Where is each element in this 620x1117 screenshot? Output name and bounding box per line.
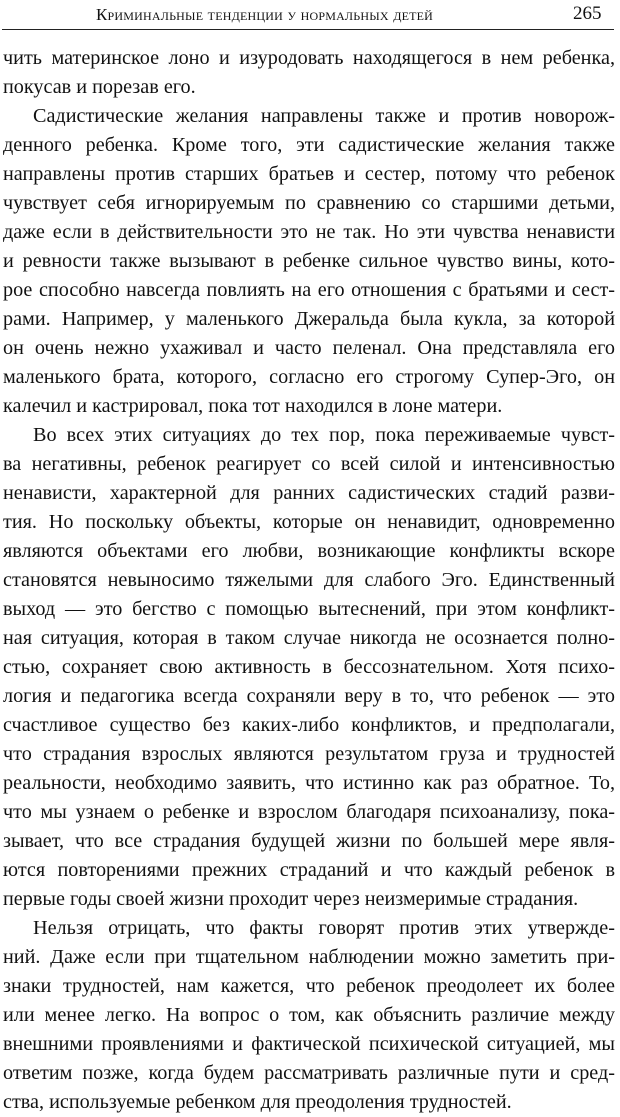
text-line: что мы узнаем о ребенке и взрослом благодаря психоанализу, пока-: [3, 801, 615, 823]
text-line: рое способно навсегда повлиять на его отношения с братьями и сест-: [3, 279, 615, 301]
text-line: являются объектами его любви, возникающие конфликты вскоре: [3, 540, 615, 562]
text-line: тия. Но поскольку объекты, которые он ненавидит, одновременно: [3, 511, 615, 533]
text-line: маленького брата, которого, согласно его строгому Супер-Эго, он: [3, 366, 615, 388]
running-header: [0, 0, 620, 30]
text-line: чувствует себя игнорируемым по сравнению со старшими детьми,: [3, 192, 615, 214]
text-line: ненависти, характерной для ранних садистических стадий разви-: [3, 482, 615, 504]
text-line: ства, используемые ребенком для преодоления трудностей.: [3, 1091, 512, 1113]
text-line: счастливое существо без каких-либо конфликтов, и предполагали,: [3, 714, 615, 736]
text-line: выход — это бегство с помощью вытеснений, при этом конфликт-: [3, 598, 615, 620]
text-line: Во всех этих ситуациях до тех пор, пока переживаемые чувст-: [33, 424, 615, 446]
text-line: ются повторениями прежних страданий и что каждый ребенок в: [3, 859, 615, 881]
text-line: он очень нежно ухаживал и часто пеленал. Она представляла его: [3, 337, 615, 359]
text-line: Нельзя отрицать, что факты говорят против этих утвержде-: [33, 917, 615, 939]
header-rule: [2, 29, 614, 30]
text-line: ная ситуация, которая в таком случае никогда не осознается полно-: [3, 627, 615, 649]
text-line: логия и педагогика всегда сохраняли веру в то, что ребенок — это: [3, 685, 615, 707]
text-line: ний. Даже если при тщательном наблюдении можно заметить при-: [3, 946, 615, 968]
text-line: знаки трудностей, нам кажется, что ребенок преодолеет их более: [3, 975, 615, 997]
text-line: даже если в действительности это не так. Но эти чувства ненависти: [3, 221, 615, 243]
text-line: или менее легко. На вопрос о том, как объяснить различие между: [3, 1004, 615, 1026]
text-line: ответим позже, когда будем рассматривать различные пути и сред-: [3, 1062, 615, 1084]
text-line: ва негативны, ребенок реагирует со всей силой и интенсивностью: [3, 453, 615, 475]
text-line: и ревности также вызывают в ребенке сильное чувство вины, кото-: [3, 250, 615, 272]
text-line: покусав и порезав его.: [3, 76, 196, 98]
text-line: реальности, необходимо заявить, что истинно как раз обратное. То,: [3, 772, 615, 794]
text-line: денного ребенка. Кроме того, эти садистические желания также: [3, 134, 615, 156]
text-line: калечил и кастрировал, пока тот находился в лоне матери.: [3, 395, 503, 417]
text-line: зывает, что все страдания будущей жизни по большей мере явля-: [3, 830, 615, 852]
text-line: первые годы своей жизни проходит через неизмеримые страдания.: [3, 888, 579, 910]
body-text: [3, 44, 615, 1117]
text-line: направлены против старших братьев и сестер, потому что ребенок: [3, 163, 615, 185]
running-title: Криминальные тенденции у нормальных детей: [96, 5, 434, 24]
text-line: стью, сохраняет свою активность в бессознательном. Хотя психо-: [3, 656, 615, 678]
text-line: чить материнское лоно и изуродовать находящегося в нем ребенка,: [3, 47, 615, 69]
text-line: становятся невыносимо тяжелыми для слабого Эго. Единственный: [3, 569, 615, 591]
text-line: внешними проявлениями и фактической психической ситуацией, мы: [3, 1033, 615, 1055]
text-line: что страдания взрослых являются результатом груза и трудностей: [3, 743, 615, 765]
page-number: 265: [573, 3, 602, 24]
text-line: Садистические желания направлены также и против новорож-: [33, 105, 615, 127]
text-line: рами. Например, у маленького Джеральда была кукла, за которой: [3, 308, 615, 330]
